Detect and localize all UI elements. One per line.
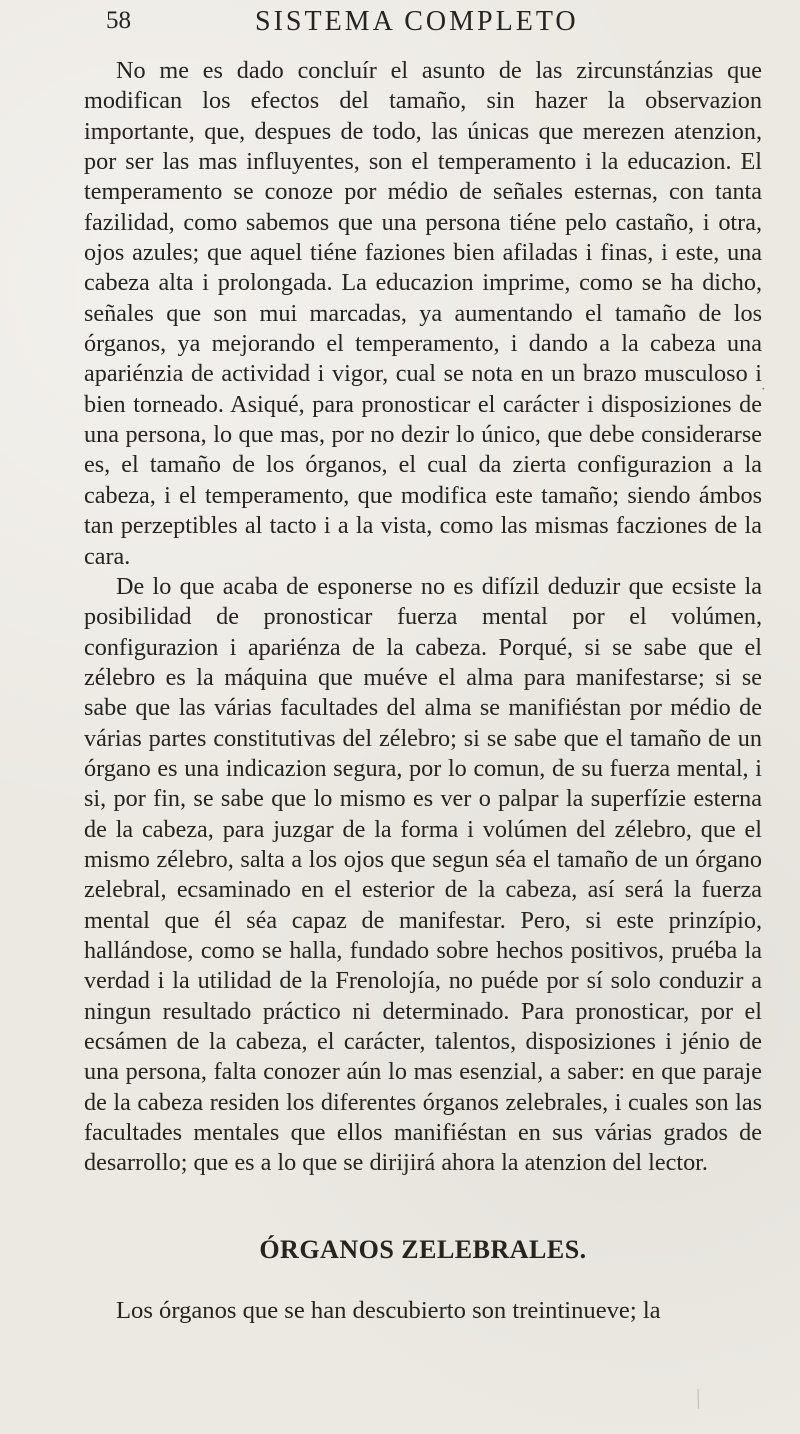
paragraph-1: No me es dado concluír el asunto de las zircunstánzias que modifican los efectos del tamaño, sin hazer la observazion importante, que, despues de todo, las únicas que merezen atenzion, por ser las mas influyentes, son el temperamento i la educazion. El temperamento se conoze por médio de señales esternas, con tanta fazilidad, como sabemos que una persona tiéne pelo castaño, i otra, ojos azules; que aquel tiéne faziones bien afiladas i finas, i este, una cabeza alta i prolongada. La educazion imprime, como se ha dicho, señales que son mui marcadas, ya aumentando el tamaño de los órganos, ya mejorando el temperamento, i dando a la cabeza una apariénzia de actividad i vigor, cual se nota en un brazo musculoso i bien torneado. Asiqué, para pronosticar el carácter i disposiziones de una persona, lo que mas, por no dezir lo único, que debe considerarse es, el tamaño de los órganos, el cual da zierta configurazion a la cabeza, i el temperamento, que modifica este tamaño; siendo ámbos tan perzeptibles al tacto i a la vista, como las mismas facziones de la cara. xyxy=(84,57,762,570)
main-text xyxy=(84,56,762,1179)
paragraph-2: De lo que acaba de esponerse no es difízil deduzir que ecsiste la posibilidad de pronosticar fuerza mental por el volúmen, configurazion i apariénza de la cabeza. Porqué, si se sabe que el zélebro es la máquina que muéve el alma para manifestarse; si se sabe que las várias facultades del alma se manifiéstan por médio de várias partes constitutivas del zélebro; si se sabe que el tamaño de un órgano es una indicazion segura, por lo comun, de su fuerza mental, i si, por fin, se sabe que lo mismo es ver o palpar la superfízie esterna de la cabeza, para juzgar de la forma i volúmen del zélebro, que el mismo zélebro, salta a los ojos que segun séa el tamaño de un órgano zelebral, ecsaminado en el esterior de la cabeza, así será la fuerza mental que él séa capaz de manifestar. Pero, si este prinzípio, hallándose, como se halla, fundado sobre hechos positivos, pruéba la verdad i la utilidad de la Frenolojía, no puéde por sí solo conduzir a ningun resultado práctico ni determinado. Para pronosticar, por el ecsámen de la cabeza, el carácter, talentos, disposiziones i jénio de una persona, falta conozer aún lo mas esenzial, a saber: en que paraje de la cabeza residen los diferentes órganos zelebrales, i cuales son las facultades mentales que ellos manifiéstan en sus várias grados de desarrollo; que es a lo que se dirijirá ahora la atenzion del lector. xyxy=(84,572,762,1177)
margin-tick-mark: · xyxy=(760,381,766,398)
page-header xyxy=(84,0,762,54)
faint-page-mark: \ xyxy=(689,1383,707,1416)
section-heading: ÓRGANOS ZELEBRALES. xyxy=(259,1235,587,1264)
page-number: 58 xyxy=(106,7,131,34)
running-title: SISTEMA COMPLETO xyxy=(255,6,579,37)
closing-line: Los órganos que se han descubierto son treintinueve; la xyxy=(116,1297,661,1324)
